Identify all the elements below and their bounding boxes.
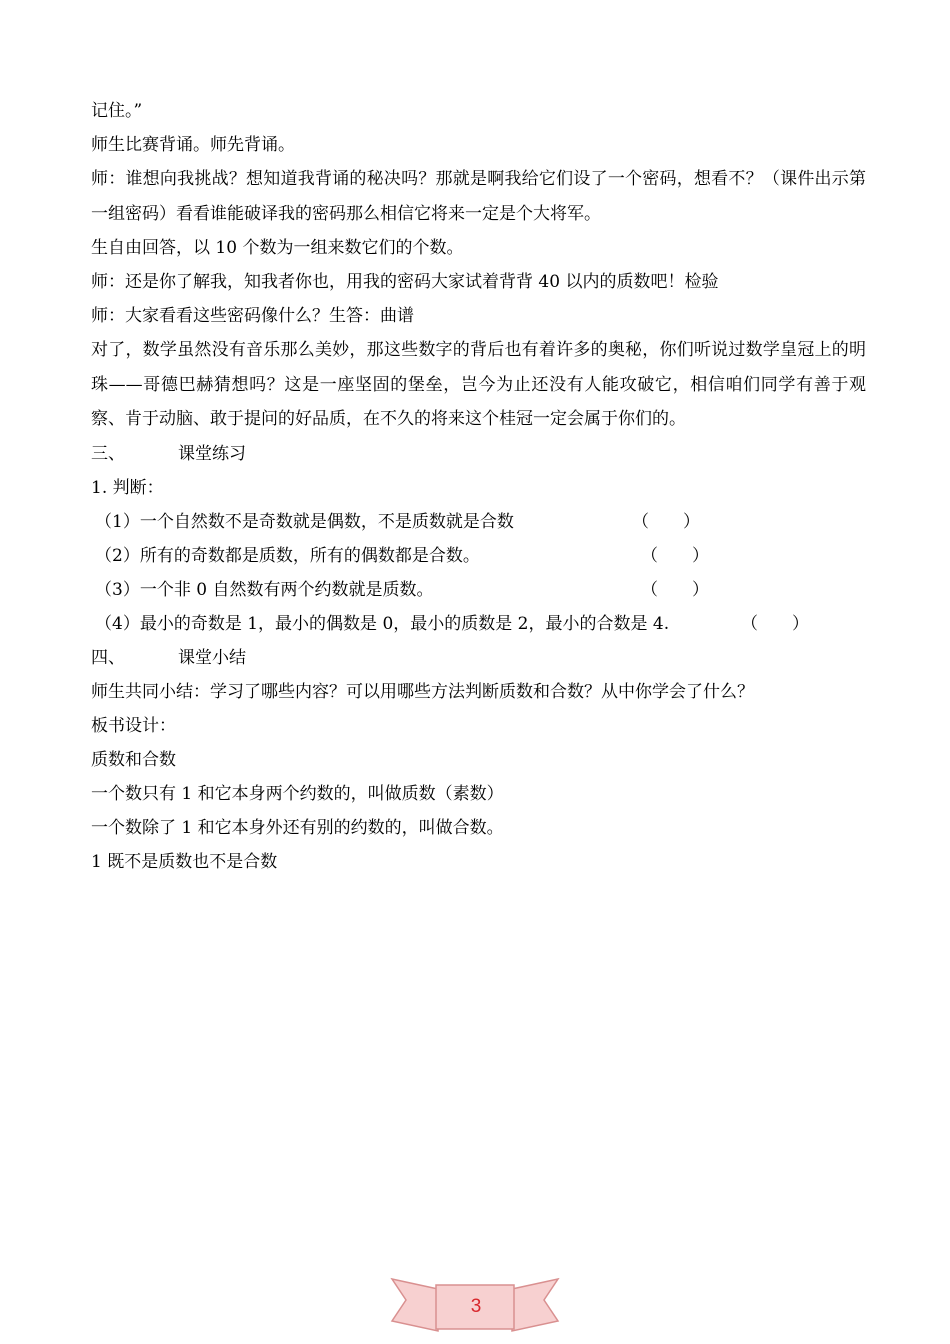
section-number: 三、 (91, 443, 125, 464)
paragraph-5: 师：还是你了解我，知我者你也，用我的密码大家试着背背 40 以内的质数吧！检验 (91, 272, 719, 292)
quiz-label: 1. 判断： (91, 477, 164, 498)
paragraph-2: 师生比赛背诵。师先背诵。 (91, 135, 295, 155)
board-label: 板书设计： (91, 715, 176, 736)
answer-blank[interactable]: （ ） (741, 613, 809, 634)
answer-blank[interactable]: （ ） (641, 579, 709, 600)
quiz-question: （4）最小的奇数是 1，最小的偶数是 0，最小的质数是 2，最小的合数是 4. (95, 613, 670, 634)
paragraph-1: 记住。” (91, 101, 143, 121)
quiz-item (91, 539, 866, 573)
document-body (91, 94, 866, 879)
ribbon-left-tail (392, 1279, 438, 1331)
quiz-question: （3）一个非 0 自然数有两个约数就是质数。 (95, 579, 434, 600)
section-title: 课堂练习 (178, 443, 246, 464)
ribbon-right-tail (512, 1279, 558, 1331)
summary-text: 师生共同小结：学习了哪些内容？可以用哪些方法判断质数和合数？从中你学会了什么？ (91, 681, 754, 702)
quiz-item (91, 607, 866, 641)
answer-blank[interactable]: （ ） (641, 545, 709, 566)
section-heading-summary (91, 641, 866, 675)
paragraph-7: 对了，数学虽然没有音乐那么美妙，那这些数字的背后也有着许多的奥秘，你们听说过数学皇冠上的明珠——哥德巴赫猜想吗？这是一座坚固的堡垒，岂今为止还没有人能攻破它，相信咱们同学有善于观察、肯于动脑、敢于提问的好品质，在不久的将来这个桂冠一定会属于你们的。 (91, 340, 866, 429)
quiz-question: （1）一个自然数不是奇数就是偶数，不是质数就是合数 (95, 511, 514, 532)
board-line: 一个数只有 1 和它本身两个约数的，叫做质数（素数） (91, 783, 504, 804)
paragraph-6: 师：大家看看这些密码像什么？生答：曲谱 (91, 306, 414, 326)
quiz-question: （2）所有的奇数都是质数，所有的偶数都是合数。 (95, 545, 480, 566)
section-heading-practice (91, 437, 866, 471)
quiz-item (91, 505, 866, 539)
paragraph-4: 生自由回答，以 10 个数为一组来数它们的个数。 (91, 238, 464, 258)
answer-blank[interactable]: （ ） (632, 511, 700, 532)
quiz-item (91, 573, 866, 607)
board-title: 质数和合数 (91, 749, 176, 770)
board-line: 一个数除了 1 和它本身外还有别的约数的，叫做合数。 (91, 817, 504, 838)
page-number: 3 (470, 1296, 482, 1317)
board-line: 1 既不是质数也不是合数 (91, 851, 278, 872)
section-number: 四、 (91, 647, 125, 668)
paragraph-3: 师：谁想向我挑战？想知道我背诵的秘决吗？那就是啊我给它们设了一个密码，想看不？（课件出示第一组密码）看看谁能破译我的密码那么相信它将来一定是个大将军。 (91, 169, 866, 224)
section-title: 课堂小结 (178, 647, 246, 668)
